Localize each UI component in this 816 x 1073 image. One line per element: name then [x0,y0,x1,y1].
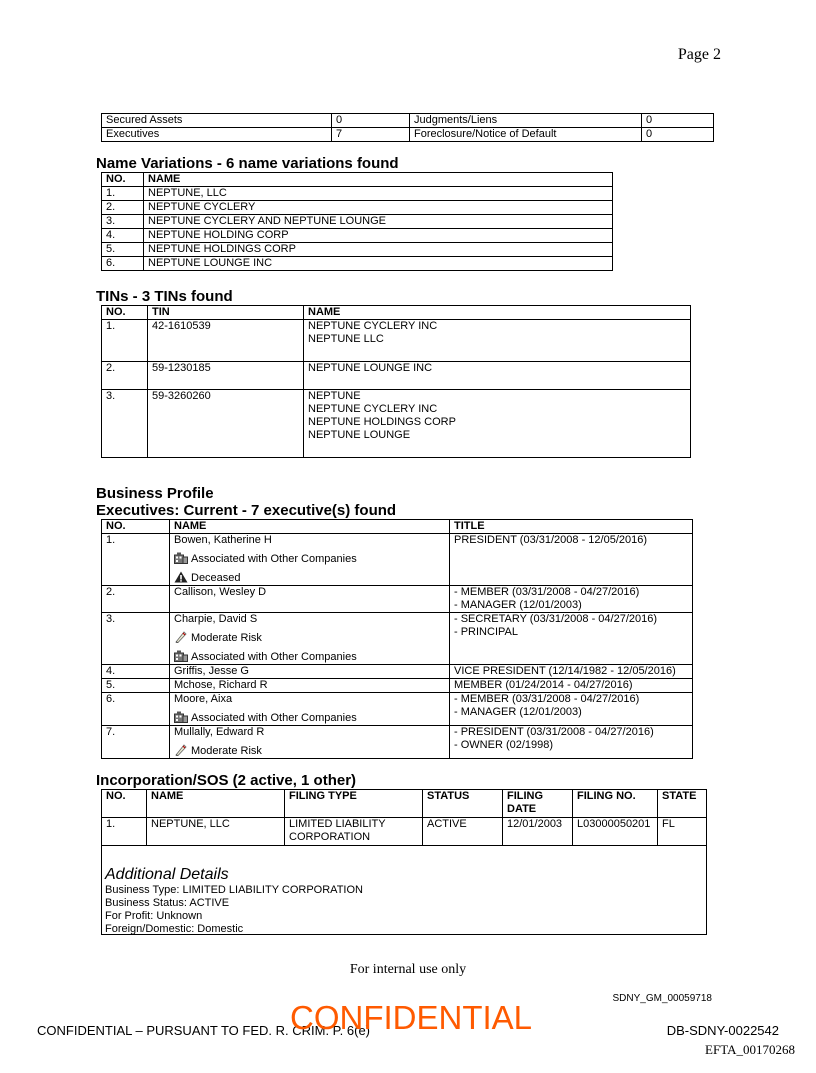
col-header-no: NO. [102,790,147,818]
executive-name: Moore, Aixa [174,693,233,705]
cell-no: 3. [102,215,144,229]
cell-no: 4. [102,229,144,243]
cell-tin: 59-3260260 [148,390,304,458]
executive-title: VICE PRESIDENT (12/14/1982 - 12/05/2016) [454,665,676,677]
cell-tin: 59-1230185 [148,362,304,390]
col-header-filing-type: FILING TYPE [285,790,423,818]
cell-name [170,534,450,586]
col-header-filing-date: FILING DATE [503,790,573,818]
companies-icon [174,650,188,662]
risk-icon [174,744,188,756]
summary-value: 0 [642,114,714,128]
executive-name: Mullally, Edward R [174,726,265,738]
executive-title: - OWNER (02/1998) [454,739,554,751]
cell-title [450,726,693,759]
cell-title [450,693,693,726]
summary-label: Judgments/Liens [410,114,642,128]
cell-name [170,679,450,693]
cell-name [170,693,450,726]
executive-flag [174,571,445,585]
additional-detail-line: Foreign/Domestic: Domestic [105,923,244,935]
executive-flag [174,650,445,664]
cell-no: 1. [102,534,170,586]
executive-flag [174,552,445,566]
cell-no: 4. [102,665,170,679]
cell-no: 2. [102,586,170,613]
executive-flag-text: Deceased [191,572,241,584]
tin-name: NEPTUNE LOUNGE INC [308,362,433,374]
incorporation-heading: Incorporation/SOS (2 active, 1 other) [96,772,357,789]
table-row [102,818,707,846]
table-row [102,187,613,201]
cell-no: 1. [102,320,148,362]
internal-use-note: For internal use only [349,962,467,977]
summary-label: Executives [102,128,332,142]
confidential-notice: CONFIDENTIAL – PURSUANT TO FED. R. CRIM. P. 6(e) [37,1023,371,1038]
additional-detail-line: Business Type: LIMITED LIABILITY CORPORATION [105,884,363,896]
table-row [102,320,691,362]
executive-title: - MANAGER (12/01/2003) [454,706,582,718]
executive-title: - PRINCIPAL [454,626,518,638]
cell-filing-date: 12/01/2003 [503,818,573,846]
table-row [102,693,693,726]
table-row [102,362,691,390]
summary-value: 0 [642,128,714,142]
table-row [102,679,693,693]
cell-no: 3. [102,390,148,458]
cell-no: 2. [102,201,144,215]
col-header-tin: TIN [148,306,304,320]
table-row [102,229,613,243]
additional-detail-line: Business Status: ACTIVE [105,897,230,909]
name-variations-heading: Name Variations - 6 name variations found [96,155,399,172]
risk-icon [174,631,188,643]
bates-number: SDNY_GM_00059718 [612,993,712,1004]
cell-title [450,679,693,693]
table-row [102,665,693,679]
warning-icon [174,571,188,583]
executive-title: PRESIDENT (03/31/2008 - 12/05/2016) [454,534,648,546]
page-number: Page 2 [677,46,721,63]
col-header-name: NAME [170,520,450,534]
cell-no: 7. [102,726,170,759]
cell-names [304,390,691,458]
cell-title [450,534,693,586]
col-header-filing-no: FILING NO. [573,790,658,818]
executive-flag-text: Associated with Other Companies [191,712,357,724]
db-sdny-number: DB-SDNY-0022542 [666,1023,779,1038]
cell-filing-no: L03000050201 [573,818,658,846]
col-header-no: NO. [102,173,144,187]
cell-names [304,320,691,362]
cell-filing-type: LIMITED LIABILITY CORPORATION [285,818,423,846]
cell-no: 6. [102,693,170,726]
summary-row [102,114,714,128]
cell-name: NEPTUNE LOUNGE INC [144,257,613,271]
executive-flag-text: Associated with Other Companies [191,553,357,565]
tins-table [101,305,691,458]
cell-no: 1. [102,187,144,201]
executive-name: Bowen, Katherine H [174,534,272,546]
table-row [102,390,691,458]
cell-name [170,726,450,759]
summary-row [102,128,714,142]
summary-label: Foreclosure/Notice of Default [410,128,642,142]
table-row [102,586,693,613]
executive-title: - MEMBER (03/31/2008 - 04/27/2016) [454,586,640,598]
tins-heading: TINs - 3 TINs found [96,288,233,305]
table-row [102,613,693,665]
tin-name: NEPTUNE [308,390,361,402]
additional-details-title: Additional Details [105,866,229,883]
cell-status: ACTIVE [423,818,503,846]
tin-name: NEPTUNE CYCLERY INC [308,320,438,332]
table-row [102,243,613,257]
col-header-name: NAME [304,306,691,320]
tin-name: NEPTUNE LLC [308,333,384,345]
tin-name: NEPTUNE CYCLERY INC [308,403,438,415]
cell-no: 5. [102,679,170,693]
summary-label: Secured Assets [102,114,332,128]
col-header-no: NO. [102,306,148,320]
executive-flag [174,631,445,645]
executive-flag-text: Associated with Other Companies [191,651,357,663]
cell-title [450,665,693,679]
business-profile-heading: Business Profile [96,485,214,502]
cell-name: NEPTUNE HOLDINGS CORP [144,243,613,257]
cell-title [450,586,693,613]
cell-names [304,362,691,390]
col-header-name: NAME [147,790,285,818]
cell-name: NEPTUNE, LLC [144,187,613,201]
efta-number: EFTA_00170268 [705,1042,795,1057]
table-row [102,534,693,586]
cell-state: FL [658,818,707,846]
col-header-no: NO. [102,520,170,534]
executive-title: - PRESIDENT (03/31/2008 - 04/27/2016) [454,726,654,738]
additional-detail-line: For Profit: Unknown [105,910,203,922]
cell-title [450,613,693,665]
cell-name: NEPTUNE, LLC [147,818,285,846]
executive-flag-text: Moderate Risk [191,745,262,757]
table-row [102,201,613,215]
col-header-name: NAME [144,173,613,187]
executive-flag-text: Moderate Risk [191,632,262,644]
tin-name: NEPTUNE HOLDINGS CORP [308,416,456,428]
cell-name [170,613,450,665]
companies-icon [174,711,188,723]
cell-no: 6. [102,257,144,271]
executive-title: - MEMBER (03/31/2008 - 04/27/2016) [454,693,640,705]
executive-flag [174,711,445,725]
cell-no: 3. [102,613,170,665]
table-row [102,257,613,271]
cell-name: NEPTUNE CYCLERY AND NEPTUNE LOUNGE [144,215,613,229]
confidential-stamp: CONFIDENTIAL [290,999,533,1036]
executive-name: Griffis, Jesse G [174,665,249,677]
additional-details-box [101,846,707,935]
table-row [102,726,693,759]
companies-icon [174,552,188,564]
tin-name: NEPTUNE LOUNGE [308,429,411,441]
executive-flag [174,744,445,758]
summary-table [101,113,714,142]
executive-name: Callison, Wesley D [174,586,267,598]
cell-name: NEPTUNE HOLDING CORP [144,229,613,243]
cell-no: 2. [102,362,148,390]
incorporation-table [101,789,707,846]
summary-value: 7 [332,128,410,142]
executive-title: MEMBER (01/24/2014 - 04/27/2016) [454,679,633,691]
executive-name: Charpie, David S [174,613,258,625]
executive-title: - MANAGER (12/01/2003) [454,599,582,611]
cell-no: 1. [102,818,147,846]
cell-tin: 42-1610539 [148,320,304,362]
table-row [102,215,613,229]
col-header-title: TITLE [450,520,693,534]
executives-heading: Executives: Current - 7 executive(s) found [96,502,397,519]
col-header-state: STATE [658,790,707,818]
cell-name: NEPTUNE CYCLERY [144,201,613,215]
summary-value: 0 [332,114,410,128]
executive-title: - SECRETARY (03/31/2008 - 04/27/2016) [454,613,658,625]
executive-name: Mchose, Richard R [174,679,268,691]
cell-name [170,586,450,613]
col-header-status: STATUS [423,790,503,818]
name-variations-table [101,172,613,271]
cell-no: 5. [102,243,144,257]
cell-name [170,665,450,679]
executives-table [101,519,693,759]
